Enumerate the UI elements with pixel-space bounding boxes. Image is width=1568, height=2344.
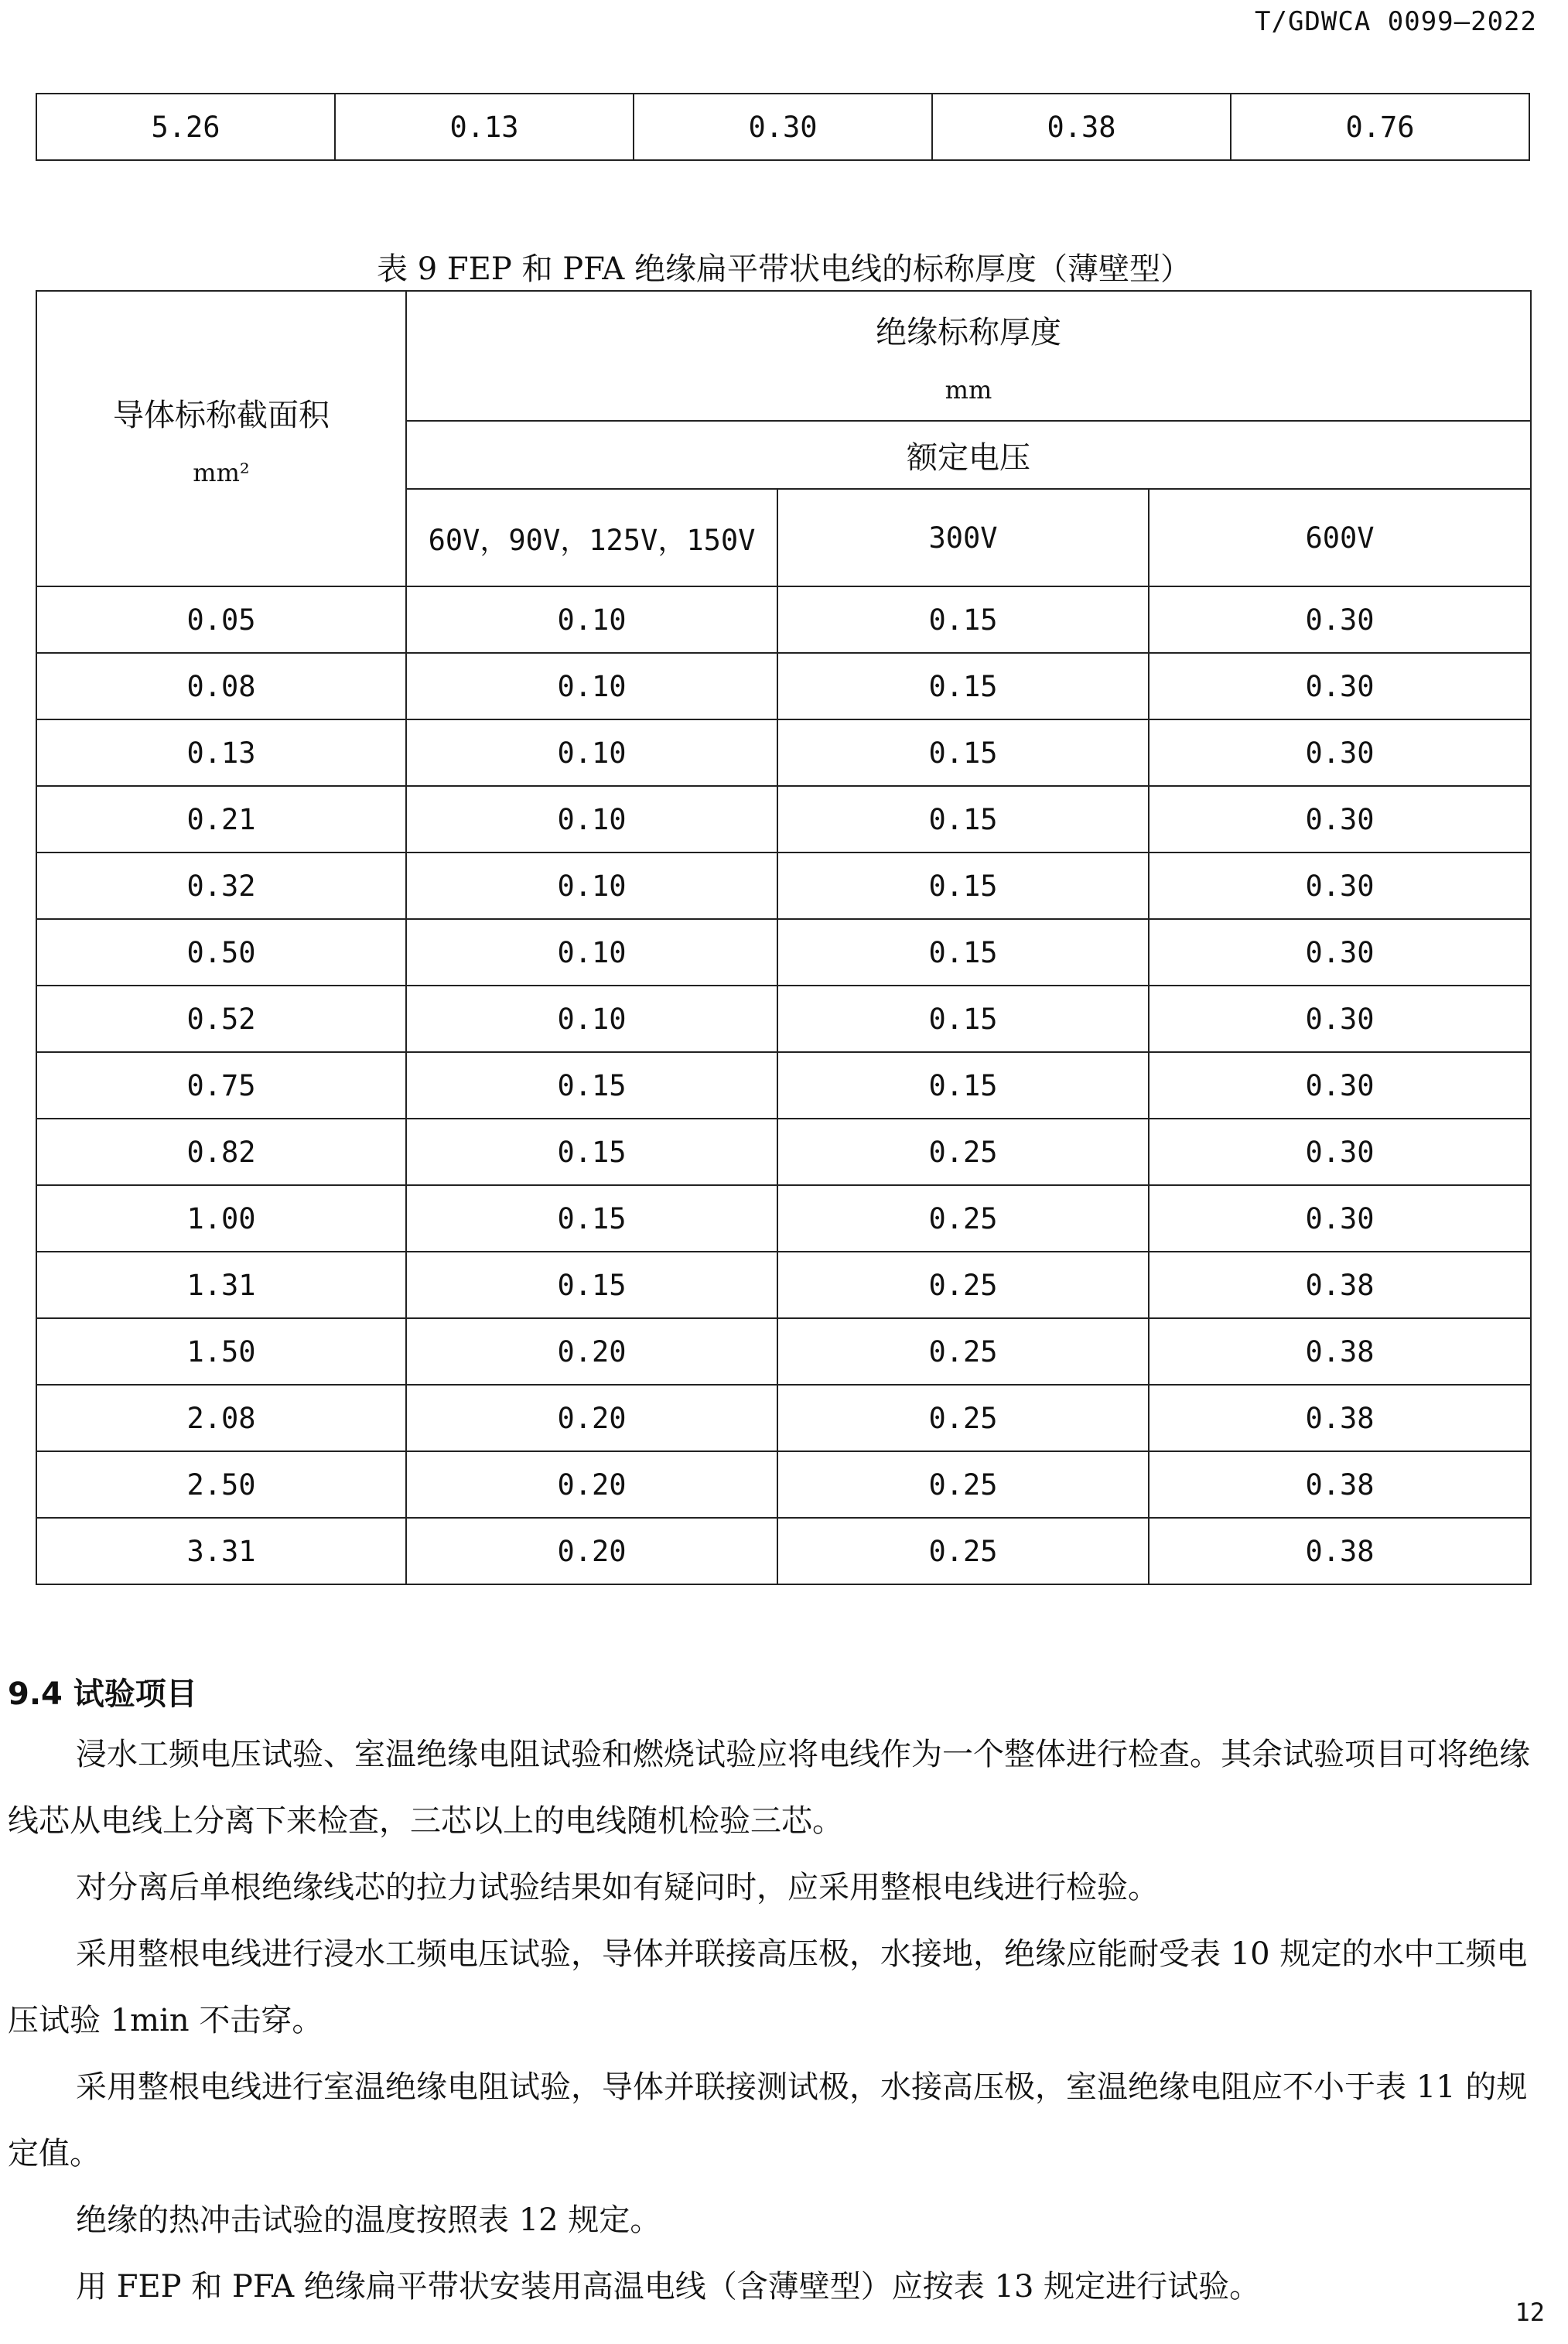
- cell-600: 0.30: [1149, 586, 1531, 653]
- cell-area: 0.75: [36, 1052, 406, 1119]
- header-row: [36, 291, 1531, 421]
- cell-300: 0.15: [777, 786, 1149, 853]
- cell-300: 0.25: [777, 1252, 1149, 1318]
- header-voltage: 额定电压: [406, 421, 1531, 489]
- cell-300: 0.25: [777, 1119, 1149, 1185]
- cell-300: 0.15: [777, 853, 1149, 919]
- cell-600: 0.38: [1149, 1451, 1531, 1518]
- cell-600: 0.30: [1149, 719, 1531, 786]
- cell-300: 0.25: [777, 1318, 1149, 1385]
- table-cell: 0.13: [335, 94, 634, 160]
- cell-low: 0.20: [406, 1385, 777, 1451]
- table-cell: 5.26: [36, 94, 335, 160]
- cell-300: 0.25: [777, 1185, 1149, 1252]
- cell-area: 1.31: [36, 1252, 406, 1318]
- cell-300: 0.15: [777, 986, 1149, 1052]
- table-row: [36, 1119, 1531, 1185]
- table-cell: 0.30: [634, 94, 932, 160]
- cell-300: 0.15: [777, 586, 1149, 653]
- header-voltage-low: 60V，90V，125V，150V: [406, 489, 777, 586]
- table-cell: 0.38: [932, 94, 1231, 160]
- cell-low: 0.15: [406, 1052, 777, 1119]
- table-9: [36, 290, 1532, 1585]
- cell-area: 1.50: [36, 1318, 406, 1385]
- cell-area: 2.08: [36, 1385, 406, 1451]
- cell-area: 0.08: [36, 653, 406, 719]
- header-voltage-300: 300V: [777, 489, 1149, 586]
- cell-low: 0.10: [406, 853, 777, 919]
- cell-low: 0.10: [406, 653, 777, 719]
- document-code: T/GDWCA 0099—2022: [1255, 6, 1537, 37]
- table-caption: 表 9 FEP 和 PFA 绝缘扁平带状电线的标称厚度（薄壁型）: [377, 251, 1191, 287]
- paragraph-2: 对分离后单根绝缘线芯的拉力试验结果如有疑问时，应采用整根电线进行检验。: [76, 1870, 1159, 1905]
- cell-area: 1.00: [36, 1185, 406, 1252]
- header-conductor-label: 导体标称截面积: [113, 397, 330, 433]
- table-row: [36, 719, 1531, 786]
- header-conductor-area: [36, 291, 406, 586]
- cell-600: 0.38: [1149, 1385, 1531, 1451]
- table-row: [36, 1252, 1531, 1318]
- cell-600: 0.30: [1149, 786, 1531, 853]
- cell-area: 2.50: [36, 1451, 406, 1518]
- cell-low: 0.15: [406, 1119, 777, 1185]
- cell-area: 0.82: [36, 1119, 406, 1185]
- cell-area: 0.32: [36, 853, 406, 919]
- cell-area: 0.50: [36, 919, 406, 986]
- cell-600: 0.38: [1149, 1518, 1531, 1584]
- paragraph-4: 采用整根电线进行室温绝缘电阻试验，导体并联接测试极，水接高压极，室温绝缘电阻应不小于表 11 的规定值。: [8, 2069, 1528, 2171]
- cell-300: 0.15: [777, 1052, 1149, 1119]
- cell-600: 0.38: [1149, 1318, 1531, 1385]
- page-number: 12: [1515, 2298, 1545, 2327]
- cell-low: 0.10: [406, 919, 777, 986]
- paragraph-5: 绝缘的热冲击试验的温度按照表 12 规定。: [76, 2202, 661, 2238]
- cell-low: 0.15: [406, 1185, 777, 1252]
- paragraph-1: 浸水工频电压试验、室温绝缘电阻试验和燃烧试验应将电线作为一个整体进行检查。其余试验项目可将绝缘线芯从电线上分离下来检查，三芯以上的电线随机检验三芯。: [8, 1737, 1530, 1839]
- cell-300: 0.25: [777, 1385, 1149, 1451]
- table-cell: 0.76: [1231, 94, 1529, 160]
- cell-area: 3.31: [36, 1518, 406, 1584]
- header-voltage-600: 600V: [1149, 489, 1531, 586]
- continued-table: [36, 93, 1530, 161]
- table-row: [36, 94, 1529, 160]
- cell-300: 0.25: [777, 1451, 1149, 1518]
- cell-300: 0.25: [777, 1518, 1149, 1584]
- cell-low: 0.10: [406, 986, 777, 1052]
- table-row: [36, 919, 1531, 986]
- cell-600: 0.30: [1149, 919, 1531, 986]
- table-row: [36, 853, 1531, 919]
- table-row: [36, 1518, 1531, 1584]
- cell-300: 0.15: [777, 919, 1149, 986]
- cell-600: 0.30: [1149, 853, 1531, 919]
- paragraph-3: 采用整根电线进行浸水工频电压试验，导体并联接高压极，水接地，绝缘应能耐受表 10 规定的水中工频电压试验 1min 不击穿。: [8, 1936, 1528, 2038]
- table-row: [36, 653, 1531, 719]
- header-thickness-unit: mm: [945, 374, 992, 405]
- cell-low: 0.10: [406, 786, 777, 853]
- table-row: [36, 786, 1531, 853]
- cell-300: 0.15: [777, 719, 1149, 786]
- cell-low: 0.10: [406, 719, 777, 786]
- cell-low: 0.10: [406, 586, 777, 653]
- table-row: [36, 1451, 1531, 1518]
- cell-low: 0.20: [406, 1451, 777, 1518]
- table-row: [36, 1318, 1531, 1385]
- table-row: [36, 586, 1531, 653]
- paragraph-6: 用 FEP 和 PFA 绝缘扁平带状安装用高温电线（含薄壁型）应按表 13 规定进行试验。: [76, 2269, 1261, 2305]
- header-thickness-label: 绝缘标称厚度: [876, 314, 1062, 350]
- cell-600: 0.30: [1149, 1185, 1531, 1252]
- cell-low: 0.20: [406, 1318, 777, 1385]
- cell-low: 0.20: [406, 1518, 777, 1584]
- table-row: [36, 986, 1531, 1052]
- cell-600: 0.30: [1149, 653, 1531, 719]
- cell-area: 0.05: [36, 586, 406, 653]
- header-conductor-unit: mm²: [193, 457, 250, 487]
- cell-low: 0.15: [406, 1252, 777, 1318]
- cell-area: 0.13: [36, 719, 406, 786]
- table-row: [36, 1185, 1531, 1252]
- cell-area: 0.21: [36, 786, 406, 853]
- table-row: [36, 1385, 1531, 1451]
- cell-area: 0.52: [36, 986, 406, 1052]
- cell-600: 0.38: [1149, 1252, 1531, 1318]
- cell-600: 0.30: [1149, 1052, 1531, 1119]
- cell-600: 0.30: [1149, 1119, 1531, 1185]
- section-heading: 9.4 试验项目: [8, 1676, 197, 1712]
- cell-300: 0.15: [777, 653, 1149, 719]
- table-row: [36, 1052, 1531, 1119]
- cell-600: 0.30: [1149, 986, 1531, 1052]
- header-thickness: [406, 291, 1531, 421]
